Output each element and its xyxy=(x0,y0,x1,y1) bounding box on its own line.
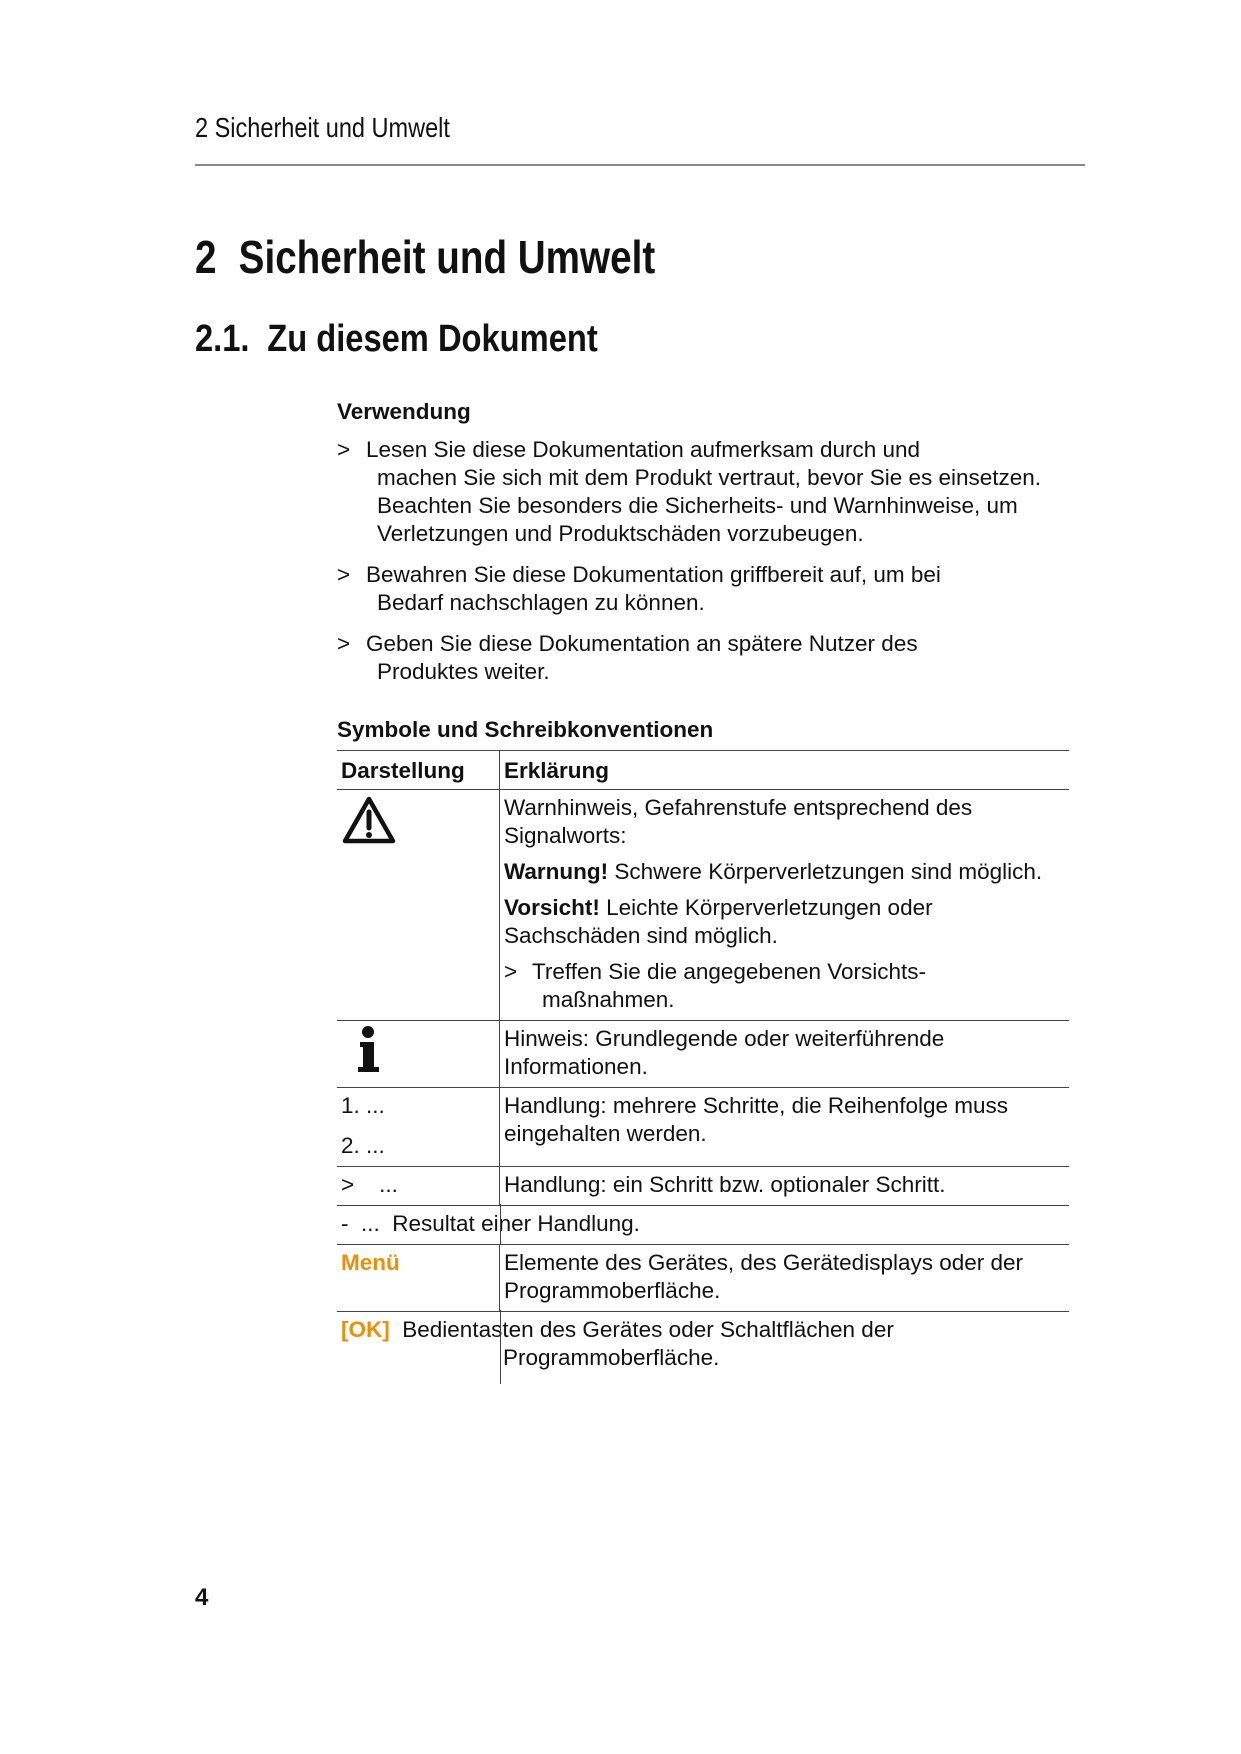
chapter-heading xyxy=(195,230,655,284)
menu-explanation-cell: Elemente des Gerätes, des Gerätedisplays oder der Programmoberfläche. xyxy=(500,1245,1070,1312)
ok-label: [OK] xyxy=(341,1317,390,1342)
bullet-rest: Produktes weiter. xyxy=(377,659,550,684)
table-row xyxy=(337,790,1069,1021)
usage-bullet xyxy=(337,630,1077,686)
bullet-rest: machen Sie sich mit dem Produkt vertraut, bevor Sie es einsetzen. Beachten Sie besonders die Sicherheits- und Warnhinweise, um Verletzungen und Produktschäden vorzubeugen. xyxy=(377,465,1042,546)
steps-explanation-cell: Handlung: mehrere Schritte, die Reihenfolge muss eingehalten werden. xyxy=(500,1088,1070,1167)
running-header-title: 2 Sicherheit und Umwelt xyxy=(195,112,450,143)
vorsicht-line xyxy=(504,894,1065,950)
usage-bullet xyxy=(337,561,1077,617)
step-rest: maßnahmen. xyxy=(542,987,675,1012)
ok-text-c: Programmoberfläche. xyxy=(503,1345,720,1370)
info-explanation-cell: Hinweis: Grundlegende oder weiterführende Informationen. xyxy=(500,1021,1070,1088)
result-text: einer Handlung. xyxy=(481,1211,640,1236)
chapter-number: 2 xyxy=(195,231,217,283)
bullet-marker: > xyxy=(337,631,351,656)
column-divider xyxy=(500,1310,501,1384)
menu-label: Menü xyxy=(341,1250,400,1275)
table-header-row xyxy=(337,751,1069,790)
precaution-step xyxy=(504,958,1065,1014)
conventions-heading: Symbole und Schreibkonventionen xyxy=(337,717,714,742)
warning-triangle-icon xyxy=(341,794,495,846)
table-row xyxy=(337,1245,1069,1312)
section-title: Zu diesem Dokument xyxy=(267,318,598,360)
step-2-display: 2. ... xyxy=(341,1133,385,1158)
vorsicht-text: Leichte Körperverletzungen oder Sachschäden sind möglich. xyxy=(504,895,933,948)
single-step-explanation-cell: Handlung: ein Schritt bzw. optionaler Schritt. xyxy=(500,1167,1070,1206)
warnung-line xyxy=(504,858,1065,886)
warnung-text: Schwere Körperverletzungen sind möglich. xyxy=(614,859,1043,884)
ok-text-b: asten des Gerätes oder Schaltflächen der xyxy=(478,1317,894,1342)
bullet-marker: > xyxy=(337,562,351,587)
chapter-title: Sicherheit und Umwelt xyxy=(238,231,656,283)
running-header xyxy=(195,112,1085,166)
warning-intro: Warnhinweis, Gefahrenstufe entsprechend des Signalworts: xyxy=(504,795,973,848)
single-step-display-cell: > ... xyxy=(337,1167,500,1206)
step-first-line: Treffen Sie die angegebenen Vorsichts- xyxy=(532,959,927,984)
conventions-table xyxy=(337,750,1069,1378)
bullet-marker: > xyxy=(337,437,351,462)
steps-display-cell xyxy=(337,1088,500,1167)
warning-symbol-cell xyxy=(337,790,500,1021)
page-number: 4 xyxy=(195,1584,209,1611)
table-row xyxy=(337,1021,1069,1088)
bullet-first-line: Geben Sie diese Dokumentation an spätere Nutzer des xyxy=(366,631,918,656)
table-row xyxy=(337,1206,1069,1245)
column-divider xyxy=(500,1204,501,1244)
step-marker: > xyxy=(504,959,518,984)
result-line xyxy=(341,1210,1065,1238)
usage-heading: Verwendung xyxy=(337,399,471,424)
bullet-first-line: Bewahren Sie diese Dokumentation griffbereit auf, um bei xyxy=(366,562,941,587)
section-heading xyxy=(195,318,598,361)
section-number: 2.1. xyxy=(195,318,250,360)
col-header-display: Darstellung xyxy=(337,751,500,790)
table-row xyxy=(337,1167,1069,1206)
warnung-label: Warnung! xyxy=(504,859,609,884)
col-header-explanation: Erklärung xyxy=(500,751,1070,790)
table-row xyxy=(337,1312,1069,1379)
vorsicht-label: Vorsicht! xyxy=(504,895,600,920)
info-icon xyxy=(341,1025,495,1075)
table-row xyxy=(337,1088,1069,1167)
usage-bullet xyxy=(337,436,1077,548)
info-symbol-cell xyxy=(337,1021,500,1088)
ok-text-a: Bedient xyxy=(402,1317,479,1342)
menu-display-cell xyxy=(337,1245,500,1312)
bullet-rest: Bedarf nachschlagen zu können. xyxy=(377,590,705,615)
warning-explanation-cell xyxy=(500,790,1070,1021)
step-1-display: 1. ... xyxy=(341,1093,385,1118)
ok-cell xyxy=(337,1312,1069,1379)
ok-line xyxy=(341,1316,1065,1344)
result-cell xyxy=(337,1206,1069,1245)
bullet-first-line: Lesen Sie diese Dokumentation aufmerksam durch und xyxy=(366,437,921,462)
result-display: - ... Resultat xyxy=(341,1211,475,1236)
main-content xyxy=(337,398,1077,1378)
